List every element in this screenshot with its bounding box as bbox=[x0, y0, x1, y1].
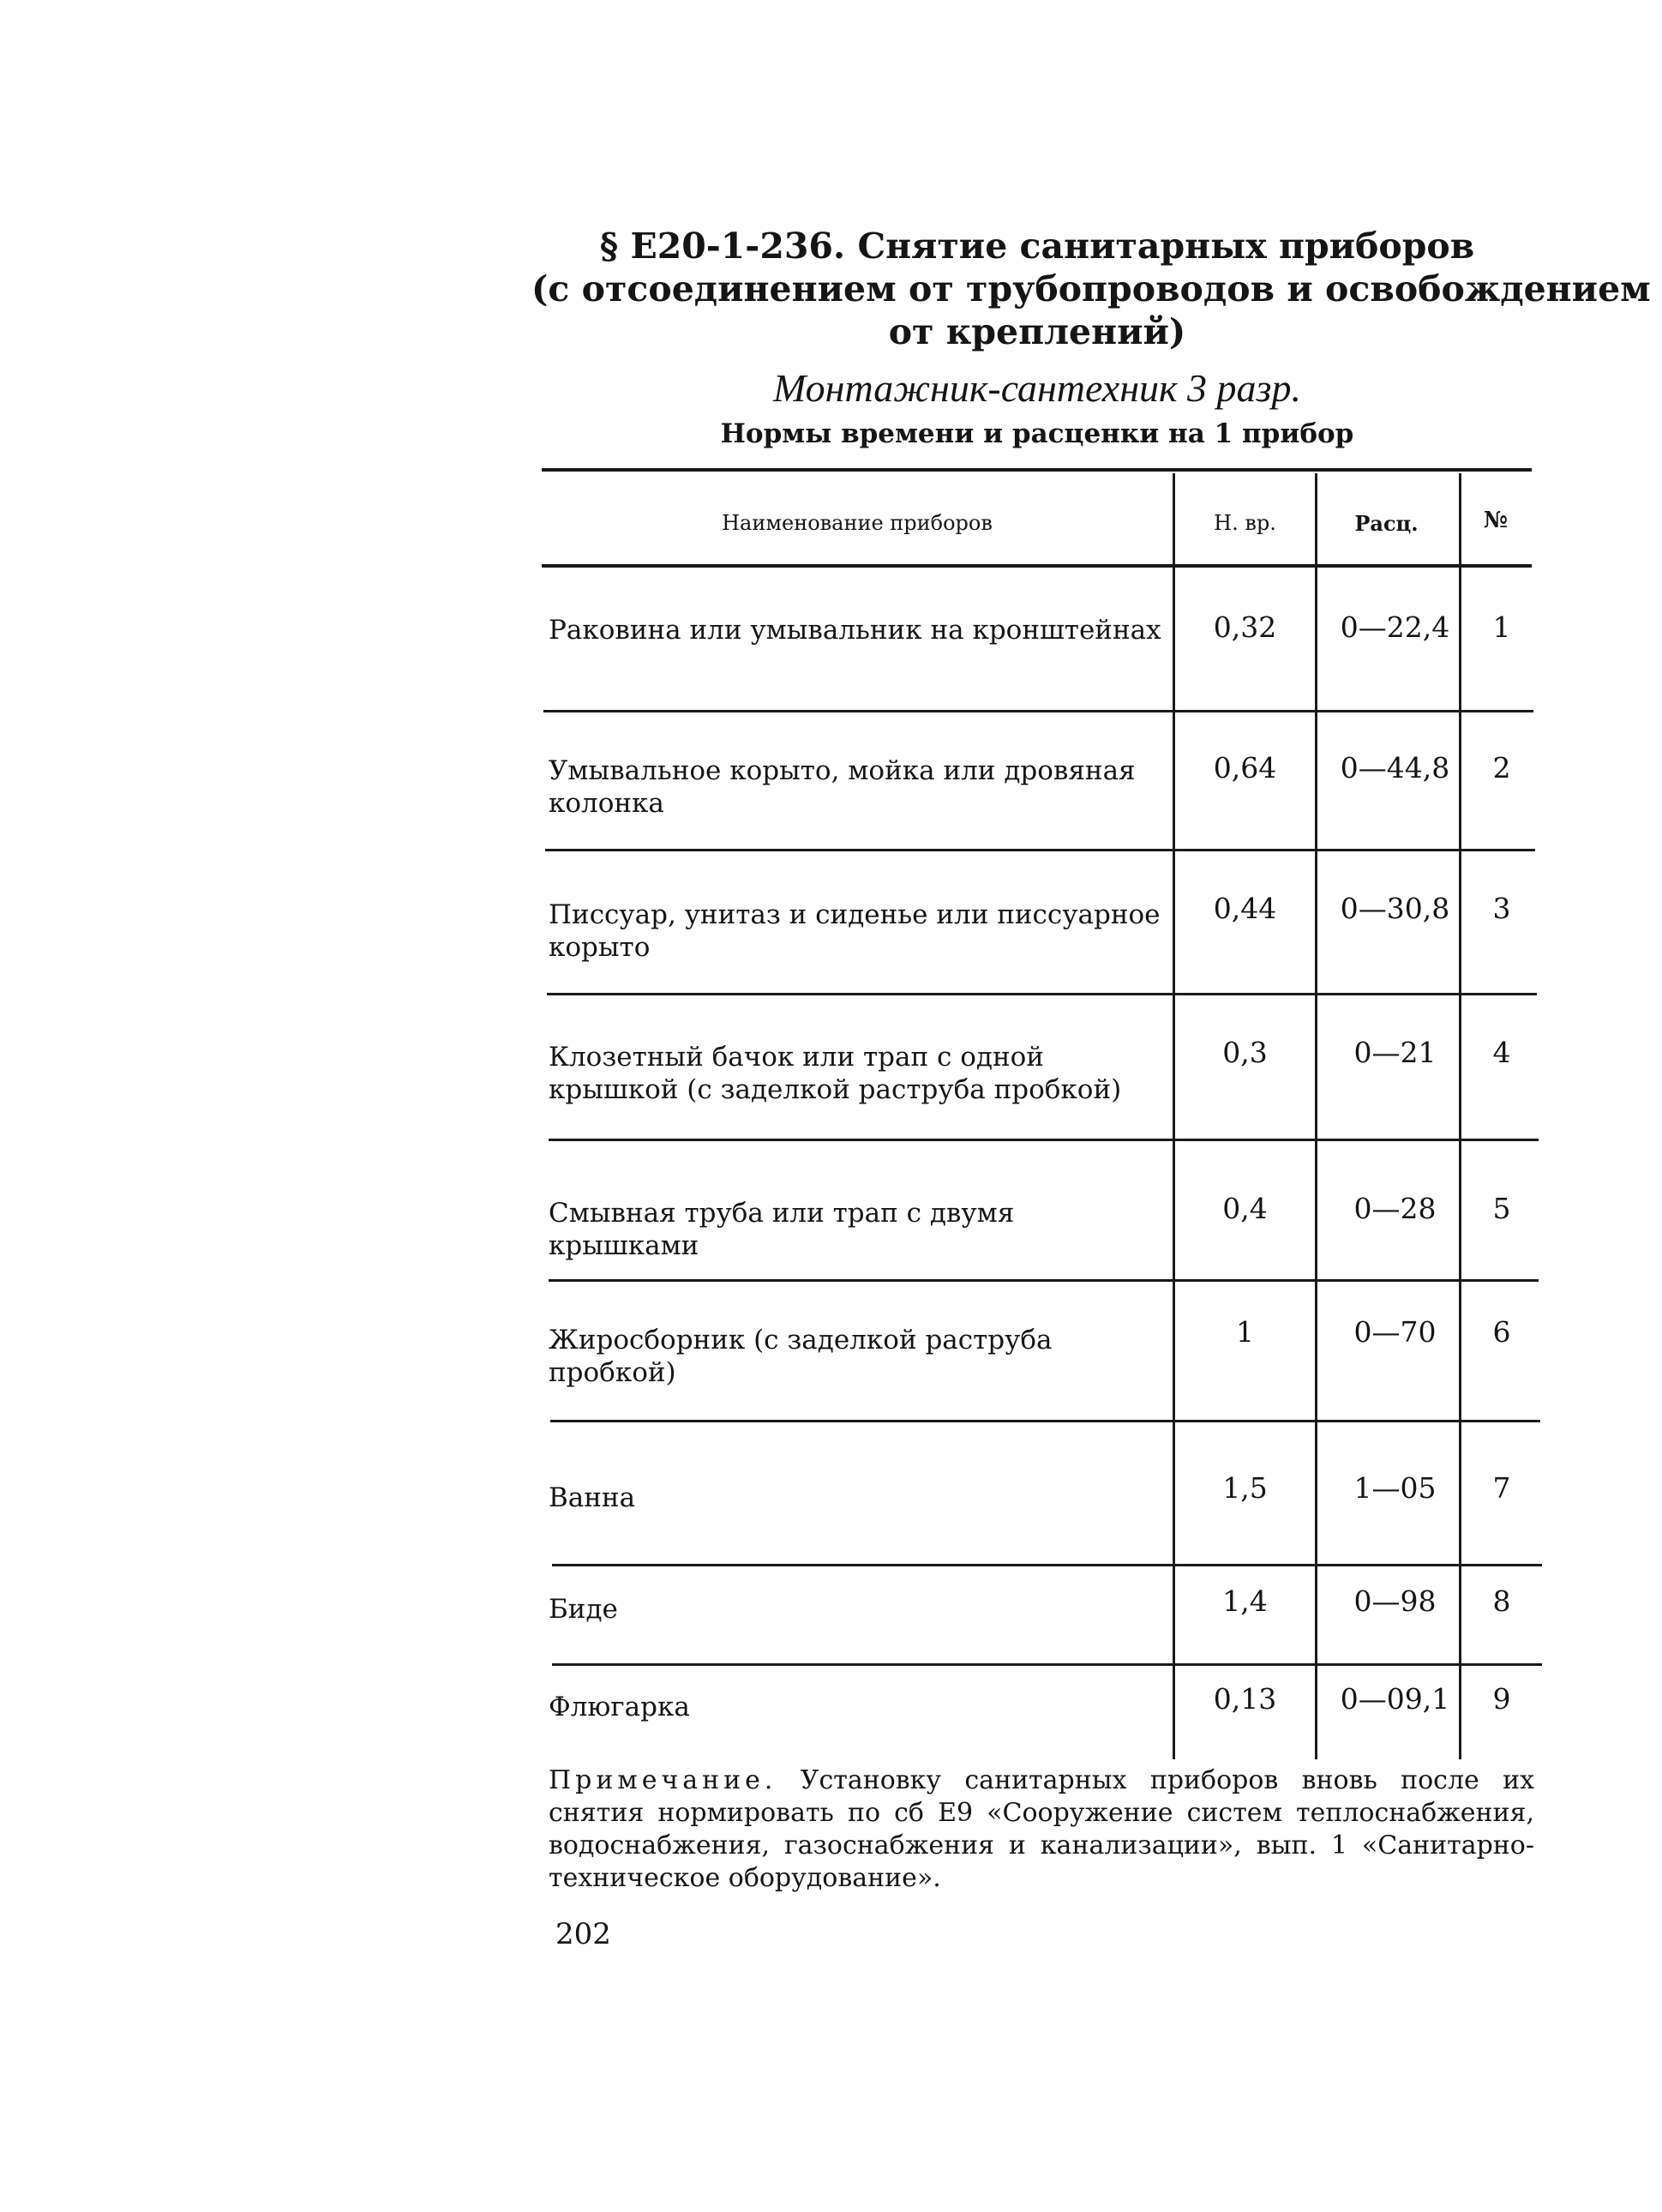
row-name: Ванна bbox=[549, 1482, 636, 1513]
row-rule bbox=[549, 1279, 1539, 1282]
row-time-norm: 1 bbox=[1236, 1315, 1254, 1349]
row-name: Писсуар, унитаз и сиденье или писсуарное корыто bbox=[549, 899, 1161, 963]
row-rule bbox=[549, 1139, 1539, 1141]
row-rate: 1—05 bbox=[1353, 1471, 1437, 1505]
row-number: 3 bbox=[1492, 892, 1511, 925]
row-number: 4 bbox=[1492, 1036, 1511, 1069]
row-time-norm: 0,4 bbox=[1222, 1192, 1268, 1225]
row-rate: 0—09,1 bbox=[1340, 1682, 1450, 1716]
row-time-norm: 0,44 bbox=[1213, 892, 1277, 925]
row-number: 7 bbox=[1492, 1471, 1511, 1505]
title-line-1: § Е20-1-236. Снятие санитарных приборов bbox=[599, 225, 1475, 267]
row-time-norm: 0,3 bbox=[1222, 1036, 1268, 1069]
row-rate: 0—98 bbox=[1353, 1584, 1437, 1618]
column-header-name: Наименование приборов bbox=[722, 511, 993, 535]
row-number: 5 bbox=[1492, 1192, 1511, 1225]
row-time-norm: 0,32 bbox=[1213, 610, 1277, 644]
column-rule-3 bbox=[1459, 473, 1461, 1759]
row-rate: 0—30,8 bbox=[1340, 892, 1450, 925]
row-rule bbox=[552, 1663, 1542, 1666]
row-time-norm: 0,64 bbox=[1213, 751, 1277, 784]
header-bottom-rule bbox=[542, 564, 1532, 568]
page-number: 202 bbox=[555, 1917, 611, 1951]
worker-grade: Монтажник-сантехник 3 разр. bbox=[773, 366, 1301, 410]
column-rule-2 bbox=[1315, 473, 1317, 1759]
row-name: Смывная труба или трап с двумя крышками bbox=[549, 1198, 1015, 1261]
title-line-3: от креплений) bbox=[888, 311, 1186, 352]
row-number: 2 bbox=[1492, 751, 1511, 784]
row-name: Клозетный бачок или трап с одной крышкой (с заделкой раструба пробкой) bbox=[549, 1042, 1122, 1105]
title-line-2: (с отсоединением от трубопроводов и освобождением bbox=[531, 268, 1651, 310]
column-header-time-norm: Н. вр. bbox=[1214, 511, 1276, 535]
row-name: Флюгарка bbox=[549, 1692, 690, 1722]
row-rule bbox=[552, 1564, 1542, 1566]
row-name: Жиросборник (с заделкой раструба пробкой) bbox=[549, 1325, 1053, 1388]
row-number: 6 bbox=[1492, 1315, 1511, 1349]
row-rate: 0—44,8 bbox=[1340, 751, 1450, 784]
row-rule bbox=[543, 710, 1533, 712]
row-rule bbox=[550, 1420, 1540, 1422]
note-lead: Примечание. bbox=[549, 1765, 777, 1795]
row-name: Биде bbox=[549, 1594, 618, 1625]
row-time-norm: 1,5 bbox=[1222, 1471, 1268, 1505]
table-subtitle: Нормы времени и расценки на 1 прибор bbox=[720, 418, 1354, 449]
column-header-number: № bbox=[1483, 508, 1509, 533]
note-text: Установку санитарных приборов вновь после их снятия нормировать по сб Е9 «Сооружение систем теплоснабжения, водоснабжения, газоснабжения и канализации», вып. 1 «Санитарно-техническое оборудование». bbox=[549, 1765, 1534, 1893]
row-name: Умывальное корыто, мойка или дровяная колонка bbox=[549, 755, 1136, 819]
column-rule-1 bbox=[1173, 473, 1175, 1759]
table-top-rule bbox=[542, 468, 1532, 472]
row-number: 1 bbox=[1492, 610, 1511, 644]
row-rule bbox=[547, 993, 1537, 995]
row-rate: 0—70 bbox=[1353, 1315, 1437, 1349]
row-rule bbox=[545, 849, 1535, 851]
row-number: 8 bbox=[1492, 1584, 1511, 1618]
row-rate: 0—28 bbox=[1353, 1192, 1437, 1225]
row-time-norm: 0,13 bbox=[1213, 1682, 1277, 1716]
row-rate: 0—21 bbox=[1353, 1036, 1437, 1069]
row-rate: 0—22,4 bbox=[1340, 610, 1450, 644]
row-number: 9 bbox=[1492, 1682, 1511, 1716]
footnote bbox=[549, 1764, 1534, 1895]
row-name: Раковина или умывальник на кронштейнах bbox=[549, 615, 1161, 646]
row-time-norm: 1,4 bbox=[1222, 1584, 1268, 1618]
column-header-rate: Расц. bbox=[1354, 511, 1419, 536]
